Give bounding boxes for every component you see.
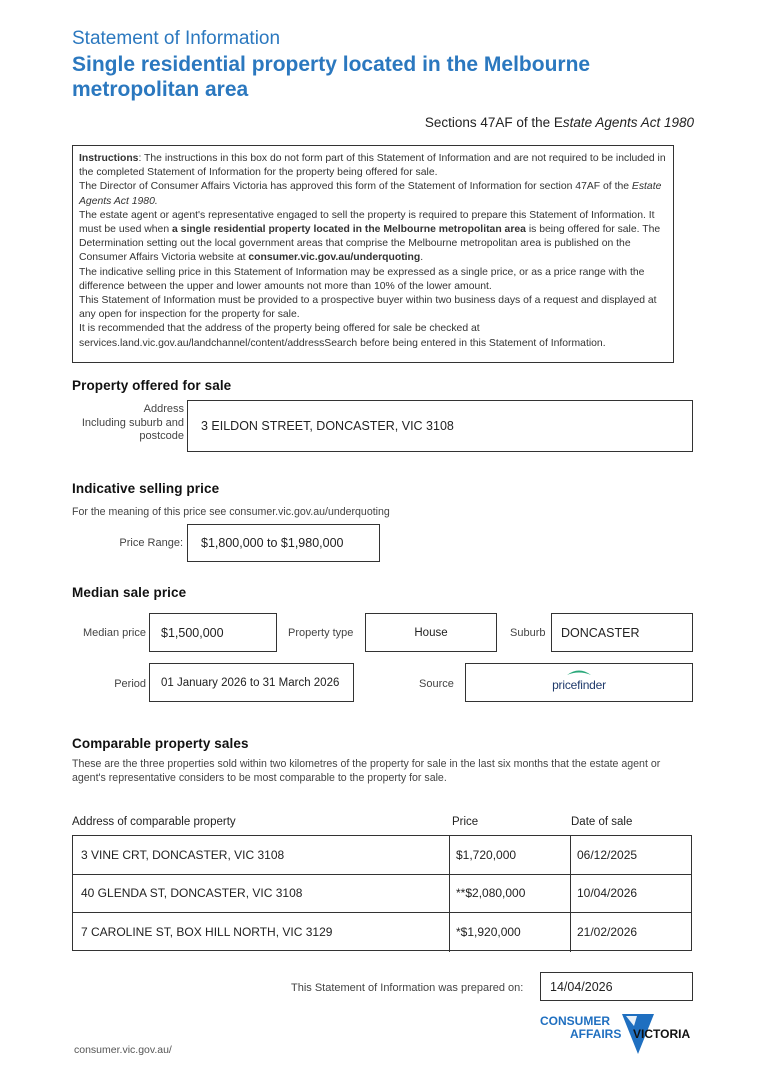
median-price-field[interactable] [149,613,277,652]
median-price-label: Median price [83,627,146,639]
instructions-text-3a: The estate agent or agent's representative engaged to sell the property is required to prepare this Statement of Information. It must be used when [79,209,655,236]
instructions-text-3c: is being offered for sale. The Determination setting out the local government areas that comprise the Melbourne metropolitan area is published on the Consumer Affairs Victoria website at [79,224,661,264]
table-row [73,875,691,914]
indicative-heading: Indicative selling price [72,481,220,496]
cell-address[interactable]: 40 GLENDA ST, DONCASTER, VIC 3108 [81,886,303,901]
indicative-note: For the meaning of this price see consumer.vic.gov.au/underquoting [72,506,390,518]
form-subtitle: Single residential property located in the Melbourne metropolitan area [72,53,591,101]
logo-line-2: AFFAIRS [570,1027,622,1041]
period-label: Period [114,678,146,690]
comparable-table [72,835,692,951]
instructions-box [72,145,674,363]
instructions-text-2b: Estate Agents Act 1980. [79,181,662,207]
period-value: 01 January 2026 to 31 March 2026 [161,676,340,689]
instructions-para-5: This Statement of Information must be provided to a prospective buyer within two business days of a request and displayed at any open for inspection for the property for sale. [79,295,657,321]
median-heading: Median sale price [72,585,187,600]
instructions-para-6: It is recommended that the address of the property being offered for sale be checked at services.land.vic.gov.au/landchannel/content/addressSearch before being entered in this Statement of Information. [79,323,606,349]
sections-prefix: Sections 47AF of the E [424,115,563,130]
table-row [73,836,691,875]
prepared-date-value: 14/04/2026 [550,979,613,994]
instructions-text-1: : The instructions in this box do not form part of this Statement of Information and are not required to be included in the completed Statement of Information for the property being offered for sale. [79,153,666,179]
comparable-heading: Comparable property sales [72,736,249,751]
instructions-text-3b: a single residential property located in the Melbourne metropolitan area [172,224,526,236]
median-price-value: $1,500,000 [161,625,224,640]
suburb-value: DONCASTER [561,625,640,640]
sections-reference [72,115,694,130]
period-field[interactable] [149,663,354,702]
instructions-para-2 [79,180,667,208]
cell-address[interactable]: 7 CAROLINE ST, BOX HILL NORTH, VIC 3129 [81,925,333,940]
col-header-date: Date of sale [571,816,633,828]
cell-date[interactable]: 10/04/2026 [570,875,691,913]
logo-line-1: CONSUMER [540,1014,611,1028]
instructions-para-3 [79,209,667,266]
form-title: Statement of Information [72,28,281,49]
address-label-line-1: Address [143,403,184,415]
logo-line-3: VICTORIA [633,1027,691,1041]
instructions-text-3d: consumer.vic.gov.au/underquoting [248,252,421,264]
prepared-date-field[interactable] [540,972,693,1001]
pricefinder-logo-text: pricefinder [552,677,606,692]
table-row [73,913,691,952]
cell-price[interactable]: $1,720,000 [449,836,570,874]
col-header-address: Address of comparable property [72,816,236,828]
source-label: Source [419,678,454,690]
instructions-text-2a: The Director of Consumer Affairs Victoria has approved this form of the Statement of Information for section 47AF of the [79,181,632,193]
address-field[interactable] [187,400,693,452]
cell-date[interactable]: 06/12/2025 [570,836,691,874]
prepared-label: This Statement of Information was prepared on: [291,982,524,994]
address-label-line-2: Including suburb and [81,416,184,429]
consumer-affairs-victoria-logo [538,1012,698,1057]
price-range-value: $1,800,000 to $1,980,000 [201,536,344,550]
address-label [72,403,184,444]
sections-act: state Agents Act 1980 [562,115,694,130]
cell-price[interactable]: *$1,920,000 [449,913,570,952]
property-type-label: Property type [288,627,354,639]
instructions-para-1 [79,152,667,180]
instructions-para-4: The indicative selling price in this Statement of Information may be expressed as a single price, or as a price range with the difference between the upper and lower amounts not more than 10% of the lower amount. [79,266,645,292]
cell-price[interactable]: **$2,080,000 [449,875,570,913]
suburb-label: Suburb [510,627,546,639]
property-type-value: House [414,626,448,639]
instructions-text-3e: . [420,252,424,264]
comparable-note: These are the three properties sold within two kilometres of the property for sale in the last six months that the estate agent or agent's representative considers to be most comparable to the property for sale. [72,758,661,784]
property-heading: Property offered for sale [72,378,232,393]
cell-date[interactable]: 21/02/2026 [570,913,691,952]
address-label-line-3: postcode [139,430,184,442]
footer-url: consumer.vic.gov.au/ [74,1044,172,1056]
price-range-label: Price Range: [119,537,183,549]
address-value: 3 EILDON STREET, DONCASTER, VIC 3108 [201,419,454,433]
property-type-field[interactable] [365,613,497,652]
instructions-label: Instructions [79,153,139,164]
price-range-field[interactable] [187,524,380,562]
source-field[interactable] [465,663,693,702]
suburb-field[interactable] [551,613,693,652]
pricefinder-logo-icon [566,668,592,676]
col-header-price: Price [452,816,479,828]
cell-address[interactable]: 3 VINE CRT, DONCASTER, VIC 3108 [81,847,285,862]
